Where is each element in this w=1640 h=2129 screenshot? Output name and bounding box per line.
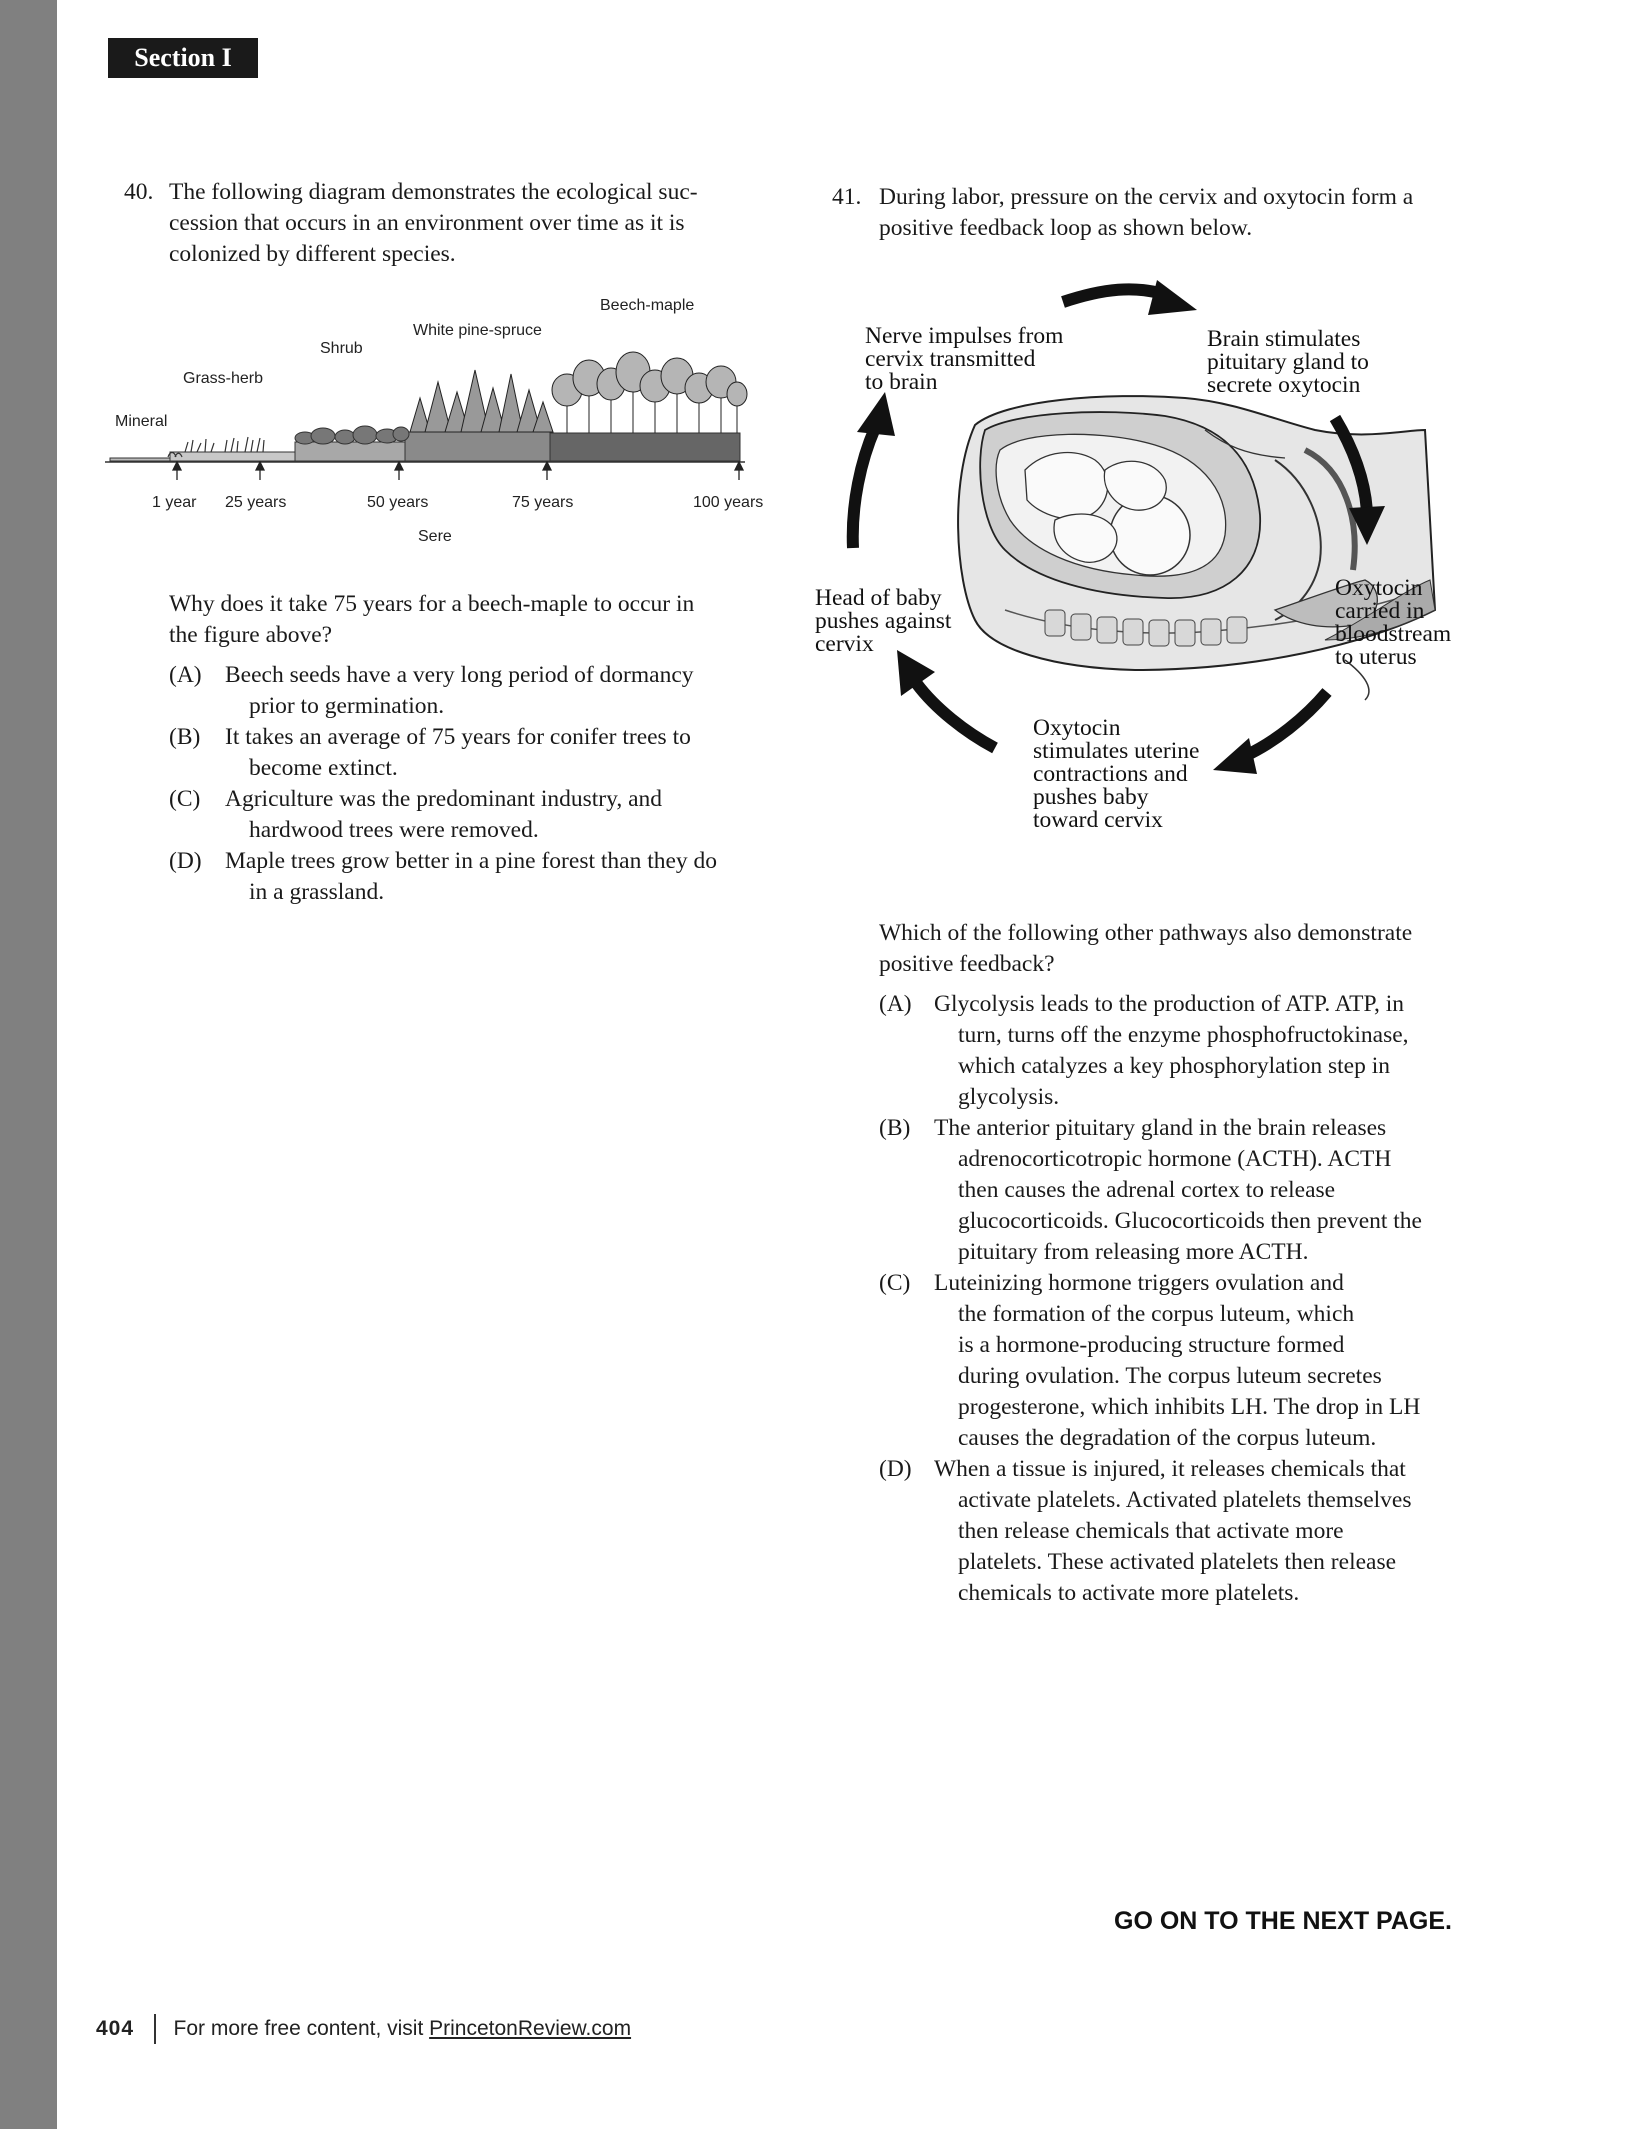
go-on-notice: GO ON TO THE NEXT PAGE. <box>1114 1907 1453 1935</box>
footer-divider <box>154 2014 156 2044</box>
question-40 <box>124 177 784 270</box>
question-41-prompt <box>879 918 1499 1609</box>
label-bloodstream: Oxytocin carried in bloodstream to uterus <box>1335 575 1452 670</box>
choice-a[interactable]: (A) Beech seeds have a very long period of dormancy prior to germination. <box>169 662 694 719</box>
left-margin-bar <box>0 0 57 2129</box>
stage-grass-herb: Grass-herb <box>183 370 264 387</box>
question-number: 41. <box>832 184 862 210</box>
page-number: 404 <box>96 2017 135 2040</box>
choice-c[interactable]: (C) Luteinizing hormone triggers ovulation and the formation of the corpus luteum, which is a hormone-producing structure formed during ovulation. The corpus luteum secretes progesterone, which inhibits LH. The drop in LH causes the degradation of the corpus luteum. <box>879 1270 1421 1451</box>
question-stem: The following diagram demonstrates the ecological suc- cession that occurs in an environment over time as it is colonized by different species. <box>169 179 698 267</box>
feedback-loop-diagram <box>805 280 1495 840</box>
answer-choices <box>879 989 1499 1609</box>
stage-pine-spruce: White pine-spruce <box>413 322 542 339</box>
choice-d[interactable]: (D) Maple trees grow better in a pine forest than they do in a grassland. <box>169 848 718 905</box>
time-50-years: 50 years <box>367 494 429 511</box>
question-40-prompt <box>169 589 799 908</box>
question-text: Which of the following other pathways also demonstrate positive feedback? <box>879 920 1413 977</box>
choice-a[interactable]: (A) Glycolysis leads to the production of ATP. ATP, in turn, turns off the enzyme phosphofructokinase, which catalyzes a key phosphorylation step in glycolysis. <box>879 991 1409 1110</box>
choice-d[interactable]: (D) When a tissue is injured, it releases chemicals that activate platelets. Activated platelets themselves then release chemicals that activate more platelets. These activated platelets then release chemicals to activate more platelets. <box>879 1456 1412 1606</box>
choice-b[interactable]: (B) The anterior pituitary gland in the brain releases adrenocorticotropic hormone (ACTH). ACTH then causes the adrenal cortex to release glucocorticoids. Glucocorticoids then prevent the pituitary from releasing more ACTH. <box>879 1115 1422 1265</box>
time-1-year: 1 year <box>152 494 197 511</box>
stage-beech-maple: Beech-maple <box>600 297 695 314</box>
label-head-of-baby: Head of baby pushes against cervix <box>815 585 952 657</box>
axis-label-sere: Sere <box>418 528 452 545</box>
succession-diagram <box>105 290 785 555</box>
question-number: 40. <box>124 179 154 205</box>
label-brain-stimulates: Brain stimulates pituitary gland to secrete oxytocin <box>1207 326 1369 398</box>
footer-text: For more free content, visit <box>173 2017 430 2040</box>
time-75-years: 75 years <box>512 494 574 511</box>
time-25-years: 25 years <box>225 494 287 511</box>
footer-link[interactable]: PrincetonReview.com <box>429 2017 632 2040</box>
time-100-years: 100 years <box>693 494 764 511</box>
stage-mineral: Mineral <box>115 413 168 430</box>
stage-shrub: Shrub <box>320 340 363 357</box>
answer-choices <box>169 660 799 908</box>
page-footer <box>96 2012 631 2046</box>
question-41 <box>832 182 1492 244</box>
section-label: Section I <box>108 38 258 78</box>
label-uterine-contractions: Oxytocin stimulates uterine contractions and pushes baby toward cervix <box>1033 715 1200 833</box>
question-stem: During labor, pressure on the cervix and oxytocin form a positive feedback loop as shown below. <box>879 184 1414 241</box>
choice-b[interactable]: (B) It takes an average of 75 years for conifer trees to become extinct. <box>169 724 691 781</box>
question-text: Why does it take 75 years for a beech-maple to occur in the figure above? <box>169 591 695 648</box>
choice-c[interactable]: (C) Agriculture was the predominant industry, and hardwood trees were removed. <box>169 786 663 843</box>
label-nerve-impulses: Nerve impulses from cervix transmitted to brain <box>865 323 1064 395</box>
